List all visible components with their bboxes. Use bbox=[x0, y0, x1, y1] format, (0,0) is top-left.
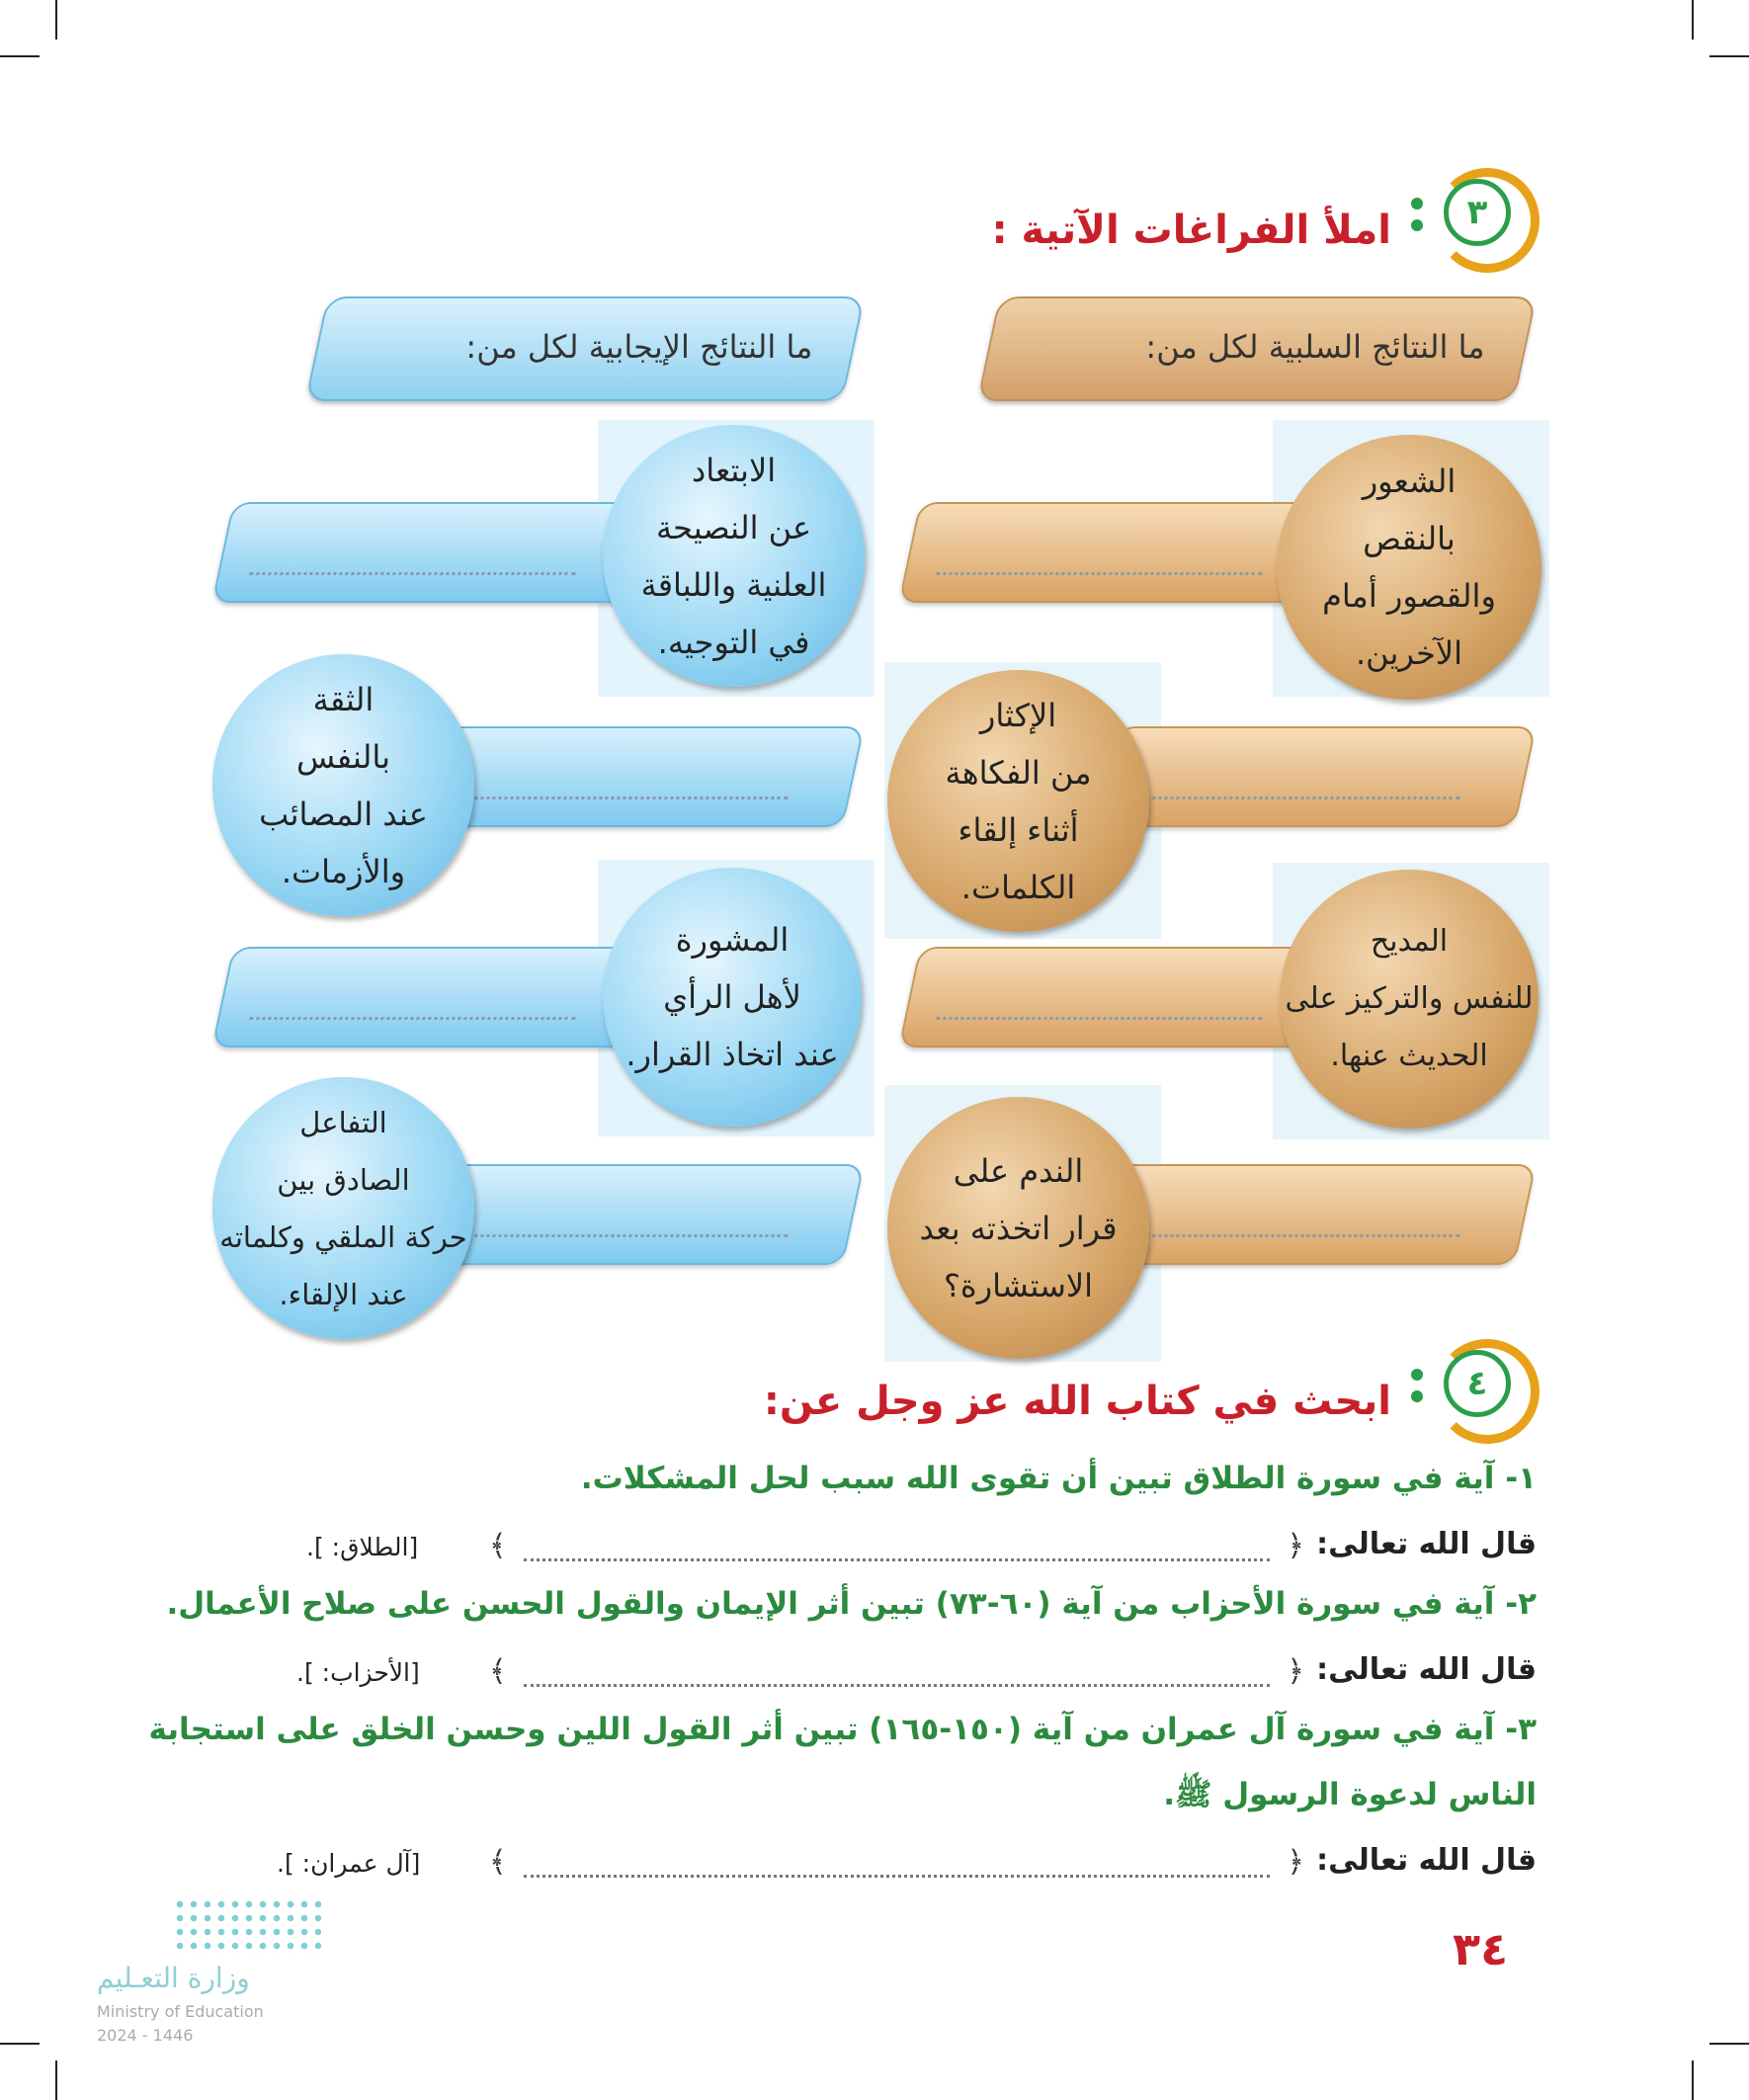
negative-item-2: الإكثار من الفكاهة أثناء إلقاء الكلمات. bbox=[887, 670, 1149, 932]
crop-mark bbox=[1709, 2043, 1749, 2045]
crop-mark bbox=[1692, 2060, 1694, 2100]
answer-field[interactable] bbox=[211, 502, 652, 603]
ornament-icon: ﴿ bbox=[1287, 1654, 1304, 1689]
colon-dot bbox=[1411, 198, 1423, 210]
answer-field[interactable] bbox=[424, 1164, 865, 1265]
answer-field[interactable] bbox=[898, 947, 1339, 1048]
ornament-icon: ﴾ bbox=[489, 1529, 507, 1563]
answer-field[interactable] bbox=[1096, 726, 1537, 827]
crop-mark bbox=[55, 2060, 57, 2100]
crop-mark bbox=[55, 0, 57, 40]
section4-number-badge: ٤ bbox=[1444, 1350, 1511, 1417]
surah-reference: [الطلاق: ]. bbox=[306, 1533, 419, 1561]
negative-item-4: الندم على قرار اتخذته بعد الاستشارة؟ bbox=[887, 1097, 1149, 1359]
positive-item-3: المشورة لأهل الرأي عند اتخاذ القرار. bbox=[603, 868, 862, 1127]
ministry-name-ar: وزارة التعـليم bbox=[97, 1962, 250, 1994]
colon-dot bbox=[1411, 219, 1423, 231]
answer-field[interactable] bbox=[898, 502, 1339, 603]
section4-title: ابحث في كتاب الله عز وجل عن: bbox=[763, 1379, 1391, 1424]
edition-year: 2024 - 1446 bbox=[97, 2026, 194, 2045]
ornament-icon: ﴾ bbox=[489, 1845, 507, 1880]
positive-item-2: الثقة بالنفس عند المصائب والأزمات. bbox=[212, 654, 474, 916]
ornament-icon: ﴾ bbox=[489, 1654, 507, 1689]
page-number: ٣٤ bbox=[1453, 1922, 1509, 1975]
surah-reference: [الأحزاب: ]. bbox=[296, 1658, 420, 1687]
answer-field[interactable] bbox=[211, 947, 652, 1048]
answer-line[interactable] bbox=[524, 1558, 1270, 1561]
colon-dot bbox=[1411, 1390, 1423, 1402]
positive-item-1: الابتعاد عن النصيحة العلنية واللباقة في التوجيه. bbox=[603, 425, 865, 687]
quote-answer-1: قال الله تعالى: ﴿ ﴾ [الطلاق: ]. bbox=[306, 1527, 1537, 1563]
section3-number-badge: ٣ bbox=[1444, 179, 1511, 246]
answer-line[interactable] bbox=[524, 1875, 1270, 1878]
positive-results-header: ما النتائج الإيجابية لكل من: bbox=[305, 296, 866, 401]
positive-item-4: التفاعل الصادق بين حركة الملقي وكلماته عند الإلقاء. bbox=[212, 1077, 474, 1339]
crop-mark bbox=[1692, 0, 1694, 40]
question-3: ٣- آية في سورة آل عمران من آية (١٥٠-١٦٥) تبين أثر القول اللين وحسن الخلق على استجابة bbox=[148, 1712, 1537, 1747]
crop-mark bbox=[1709, 55, 1749, 57]
colon-dot bbox=[1411, 1369, 1423, 1381]
crop-mark bbox=[0, 55, 40, 57]
question-1: ١- آية في سورة الطلاق تبين أن تقوى الله سبب لحل المشكلات. bbox=[580, 1461, 1537, 1496]
quote-answer-2: قال الله تعالى: ﴿ ﴾ [الأحزاب: ]. bbox=[296, 1652, 1537, 1689]
answer-field[interactable] bbox=[1096, 1164, 1537, 1265]
answer-line[interactable] bbox=[524, 1684, 1270, 1687]
ornament-icon: ﴿ bbox=[1287, 1529, 1304, 1563]
question-3-continued: الناس لدعوة الرسول ﷺ. bbox=[1163, 1777, 1537, 1812]
surah-reference: [آل عمران: ]. bbox=[277, 1849, 421, 1878]
ministry-logo-icon bbox=[173, 1897, 321, 1957]
ministry-name-en: Ministry of Education bbox=[97, 2002, 264, 2021]
negative-results-header: ما النتائج السلبية لكل من: bbox=[977, 296, 1538, 401]
section3-title: املأ الفراغات الآتية : bbox=[991, 208, 1391, 253]
negative-item-3: المديح للنفس والتركيز على الحديث عنها. bbox=[1280, 870, 1539, 1129]
ornament-icon: ﴿ bbox=[1287, 1845, 1304, 1880]
answer-field[interactable] bbox=[424, 726, 865, 827]
quote-answer-3: قال الله تعالى: ﴿ ﴾ [آل عمران: ]. bbox=[277, 1843, 1537, 1880]
crop-mark bbox=[0, 2043, 40, 2045]
question-2: ٢- آية في سورة الأحزاب من آية (٦٠-٧٣) تبين أثر الإيمان والقول الحسن على صلاح الأعمال. bbox=[166, 1586, 1537, 1622]
negative-item-1: الشعور بالنقص والقصور أمام الآخرين. bbox=[1277, 435, 1541, 700]
